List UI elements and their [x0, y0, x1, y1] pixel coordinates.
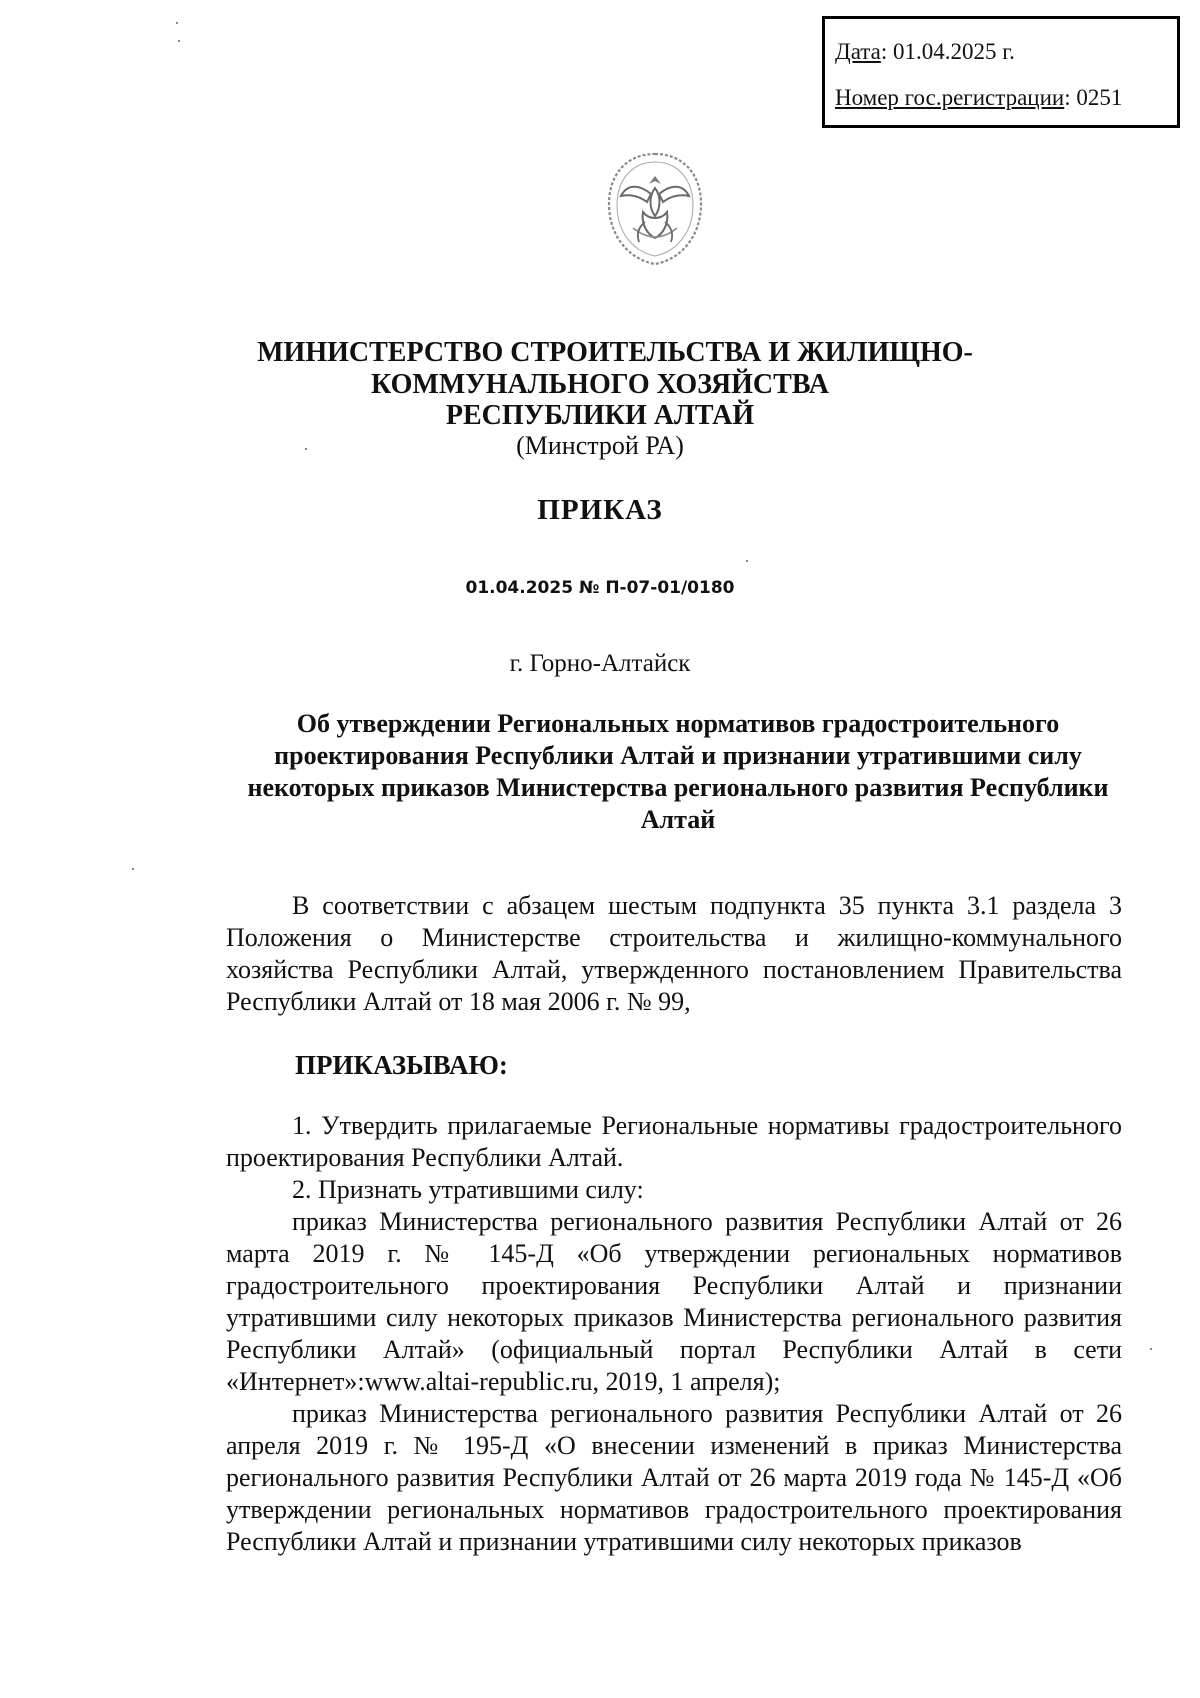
- city: г. Горно-Алтайск: [509, 650, 691, 677]
- registration-date-label: Дата: [835, 39, 881, 64]
- scan-speck: [1150, 1348, 1152, 1350]
- scan-speck: [178, 40, 180, 42]
- registration-date-value: : 01.04.2025 г.: [880, 39, 1015, 64]
- order-subject: Об утверждении Региональных нормативов градостроительного проектирования Республики Алтай и признании утратившими силу некоторых приказов Министерства регионального развития Республики Алтай: [247, 709, 1109, 834]
- registration-number-value: : 0251: [1064, 85, 1123, 110]
- scan-speck: [305, 448, 307, 450]
- registration-date: [835, 39, 1015, 65]
- scan-speck: [132, 868, 134, 870]
- ministry-name-line-2: КОММУНАЛЬНОГО ХОЗЯЙСТВА: [371, 369, 829, 400]
- item-2-order-a: приказ Министерства регионального развития Республики Алтай от 26 марта 2019 г. № 145-Д «Об утверждении региональных нормативов градостроительного проектирования Республики Алтай и признании утратившими силу некоторых приказов Министерства регионального развития Республики Алтай» (официальный портал Республики Алтай в сети «Интернет»:www.altai-republic.ru, 2019, 1 апреля);: [226, 1207, 1122, 1396]
- scan-speck: [176, 22, 178, 24]
- ministry-name-line-3: РЕСПУБЛИКИ АЛТАЙ: [445, 400, 755, 431]
- scan-speck: [746, 560, 748, 562]
- coat-of-arms-emblem-icon: [605, 150, 705, 268]
- registration-box: [822, 16, 1180, 128]
- order-title: ПРИКАЗ: [537, 494, 663, 526]
- ministry-name-line-1: МИНИСТЕРСТВО СТРОИТЕЛЬСТВА И ЖИЛИЩНО-: [257, 337, 973, 368]
- item-2: 2. Признать утратившими силу:: [292, 1175, 644, 1204]
- basis-paragraph: В соответствии с абзацем шестым подпункта 35 пункта 3.1 раздела 3 Положения о Министерстве строительства и жилищно-коммунального хозяйства Республики Алтай, утвержденного постановлением Правительства Республики Алтай от 18 мая 2006 г. № 99,: [226, 891, 1122, 1016]
- ministry-short-name: (Минстрой РА): [516, 431, 684, 460]
- item-2-order-b: приказ Министерства регионального развития Республики Алтай от 26 апреля 2019 г. № 195-Д «О внесении изменений в приказ Министерства регионального развития Республики Алтай от 26 марта 2019 года № 145-Д «Об утверждении региональных нормативов градостроительного проектирования Республики Алтай и признании утратившими силу некоторых приказов: [226, 1399, 1122, 1556]
- item-1: 1. Утвердить прилагаемые Региональные нормативы градостроительного проектирования Республики Алтай.: [226, 1111, 1122, 1172]
- registration-number-label: Номер гос.регистрации: [835, 85, 1065, 110]
- order-number: 01.04.2025 № П-07-01/0180: [465, 578, 735, 598]
- registration-number: [835, 85, 1122, 111]
- order-word: ПРИКАЗЫВАЮ:: [295, 1050, 508, 1080]
